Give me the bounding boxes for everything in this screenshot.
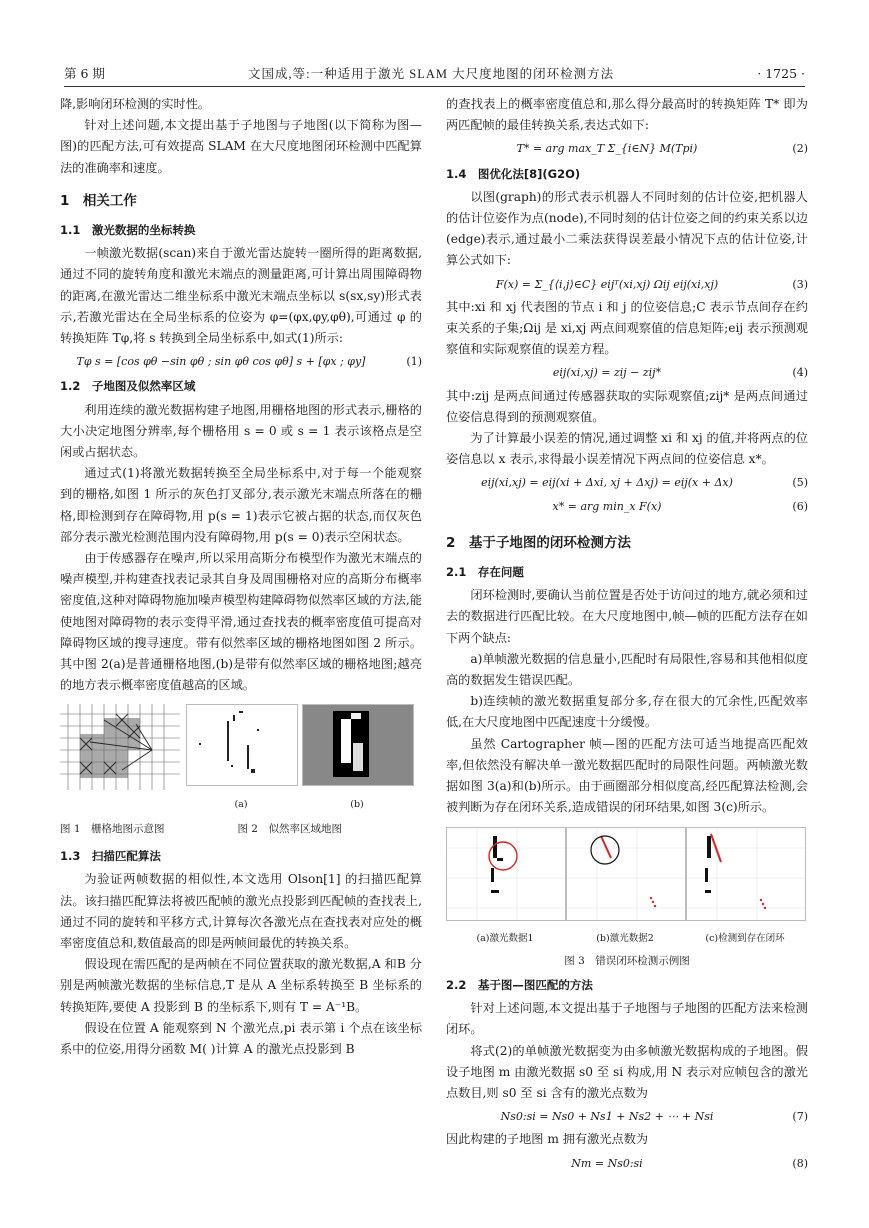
equation-number: (7): [792, 1110, 808, 1124]
equation-4: [446, 362, 808, 383]
figure-2-caption: 图 2 似然率区域地图: [237, 822, 342, 835]
equation-6: [446, 496, 808, 517]
subsection-heading: 1.3 扫描匹配算法: [60, 849, 161, 864]
equation-number: (1): [406, 355, 422, 369]
paragraph: 其中:zij 是两点间通过传感器获取的实际观察值;zij* 是两点间通过位姿信息得到的预测观察值。: [446, 388, 808, 424]
grid-map-figure: [60, 704, 180, 790]
paragraph: 因此构建的子地图 m 拥有激光点数为: [446, 1132, 649, 1147]
subfigure-label: (a)激光数据1: [476, 932, 534, 944]
equation-body: F(x) = Σ_{⟨i,j⟩∈C} eijᵀ(xi,xj) Ωij eij(xi,xj): [495, 277, 719, 291]
figure-3: [446, 827, 808, 949]
grid-map-plain: [186, 704, 298, 786]
subfigure-label: (c)检测到存在闭环: [705, 932, 785, 944]
equation-number: (4): [792, 366, 808, 380]
figure-3-caption: 图 3 错误闭环检测示例图: [564, 954, 690, 967]
laser-scan-1: [446, 827, 566, 921]
paragraph: 一帧激光数据(scan)来自于激光雷达旋转一圈所得的距离数据,通过不同的旋转角度和激光末端点的测量距离,可计算出周围障碍物的距离,在激光雷达二维坐标系中激光末端点坐标以 s(sx,sy)形式表示,若激光雷达在全局坐标系的位姿为 φ=(φx,φy,φθ),可通过 φ 的转换矩阵 Tφ,将 s 转换到全局坐标系中,如式(1)所示:: [60, 246, 422, 346]
subfigure-label: (b)激光数据2: [596, 932, 654, 944]
loop-detected-scan: [686, 827, 806, 921]
section-heading: 2 基于子地图的闭环检测方法: [446, 534, 631, 551]
equation-body: x* = arg min_x F(x): [552, 499, 662, 513]
equation-number: (6): [792, 499, 808, 513]
figure-1-caption: 图 1 栅格地图示意图: [60, 822, 165, 835]
paragraph: 闭环检测时,要确认当前位置是否处于访问过的地方,就必须和过去的数据进行匹配比较。在大尺度地图中,帧—帧的匹配方法存在如下两个缺点:: [446, 588, 808, 645]
equation-body: Ns0:si = Ns0 + Ns1 + Ns2 + ⋯ + Nsi: [500, 1110, 714, 1124]
figure-3a: [446, 827, 564, 949]
header-rule: [64, 86, 805, 87]
subsection-heading: 1.2 子地图及似然率区域: [60, 379, 196, 394]
paragraph: 由于传感器存在噪声,所以采用高斯分布模型作为激光末端点的噪声模型,并构建查找表记录其自身及周围栅格对应的高斯分布概率密度值,这种对障碍物施加噪声模型构建障碍物似然率区域的方法,能使地图对障碍物的表示变得平滑,通过查找表的概率密度值可提高对障碍物区域的搜寻速度。带有似然率区域的栅格地图如图 2 所示。其中图 2(a)是普通栅格地图,(b)是带有似然率区域的栅格地图;越亮的地方表示概率密度值越高的区域。: [60, 551, 422, 693]
paragraph: a)单帧激光数据的信息量小,匹配时有局限性,容易和其他相似度高的数据发生错误匹配。: [446, 651, 808, 688]
subsection-heading: 2.1 存在问题: [446, 565, 524, 580]
paragraph: 针对上述问题,本文提出基于子地图与子地图的匹配方法来检测闭环。: [446, 1001, 808, 1037]
subfigure-label: (b): [350, 798, 364, 810]
equation-number: (5): [792, 476, 808, 490]
paragraph: 降,影响闭环检测的实时性。: [60, 97, 211, 111]
figure-2b: [302, 704, 412, 814]
paragraph: 以图(graph)的形式表示机器人不同时刻的估计位姿,把机器人的估计位姿作为点(node),不同时刻的估计位姿之间的约束关系以边(edge)表示,通过最小二乘法获得误差最小情况下点的估计位姿,计算公式如下:: [446, 189, 808, 268]
section-heading: 1 相关工作: [60, 192, 137, 209]
left-column: [60, 94, 422, 1060]
equation-1: [60, 351, 422, 372]
equation-number: (8): [792, 1156, 808, 1170]
equation-3: [446, 274, 808, 295]
page-number: · 1725 ·: [757, 65, 805, 81]
subsection-heading: 2.2 基于图—图匹配的方法: [446, 977, 593, 992]
running-title: 文国成,等:一种适用于激光 SLAM 大尺度地图的闭环检测方法: [248, 67, 615, 81]
paragraph: b)连续帧的激光数据重复部分多,存在很大的冗余性,匹配效率低,在大尺度地图中匹配速度十分缓慢。: [446, 694, 808, 730]
paragraph: 虽然 Cartographer 帧—图的匹配方法可适当地提高匹配效率,但依然没有解决单一激光数据匹配时的局限性问题。两帧激光数据如图 3(a)和(b)所示。由于画圈部分相似度高,经匹配算法检测,会被判断为存在闭环关系,造成错误的闭环结果,如图 3(c)所示。: [446, 736, 808, 815]
equation-7: [446, 1106, 808, 1127]
equation-body: Nm = Ns0:si: [571, 1156, 643, 1170]
equation-body: Tφ s = [cos φθ −sin φθ ; sin φθ cos φθ] s + [φx ; φy]: [76, 355, 366, 369]
paragraph: 通过式(1)将激光数据转换至全局坐标系中,对于每一个能观察到的栅格,如图 1 所示的灰色打叉部分,表示激光末端点所落在的栅格,即检测到存在障碍物,用 p(s = 1)表示它被占据的状态,而仅灰色部分表示激光检测范围内没有障碍物,用 p(s = 0)表示空闲状态。: [60, 466, 422, 544]
equation-5: [446, 472, 808, 493]
right-column: [446, 94, 808, 1176]
equation-body: eij(xi,xj) = zij − zij*: [552, 366, 662, 380]
issue-number: 第 6 期: [64, 66, 105, 81]
paragraph: 的查找表上的概率密度值总和,那么得分最高时的转换矩阵 T* 即为两匹配帧的最佳转换关系,表达式如下:: [446, 97, 808, 133]
equation-number: (3): [792, 277, 808, 291]
equation-2: [446, 138, 808, 159]
laser-scan-2: [566, 827, 686, 921]
paragraph: 假设现在需匹配的是两帧在不同位置获取的激光数据,A 和B 分别是两帧激光数据的坐标信息,T 是从 A 坐标系转换至 B 坐标系的转换矩阵,要使 A 投影到 B 的坐标系下,则有 T = A⁻¹B。: [60, 957, 422, 1014]
equation-8: [446, 1153, 808, 1174]
equation-body: eij(xi,xj) = eij(xi + Δxi, xj + Δxj) = eij(x + Δx): [481, 476, 733, 490]
paragraph: 利用连续的激光数据构建子地图,用栅格地图的形式表示,栅格的大小决定地图分辨率,每个栅格用 s = 0 或 s = 1 表示该格点是空闲或占据状态。: [60, 402, 422, 460]
likelihood-map: [302, 704, 414, 786]
paragraph: 其中:xi 和 xj 代表图的节点 i 和 j 的位姿信息;C 表示节点间存在约束关系的子集;Ωij 是 xi,xj 两点间观察值的信息矩阵;eij 表示预测观察值和实际观察值的误差方程。: [446, 299, 808, 357]
paragraph: 将式(2)的单帧激光数据变为由多帧激光数据构成的子地图。假设子地图 m 由激光数据 s0 至 si 构成,用 N 表示对应帧包含的激光点数目,则 s0 至 si 含有的激光点数为: [446, 1043, 808, 1100]
figure-captions: [60, 819, 422, 840]
running-header: [64, 62, 805, 84]
figure-row: [60, 704, 422, 814]
figure-2a: [186, 704, 296, 814]
subfigure-label: (a): [234, 798, 248, 810]
subsection-heading: 1.4 图优化法[8](G2O): [446, 166, 581, 181]
figure-3b: [566, 827, 684, 949]
paragraph: 为了计算最小误差的情况,通过调整 xi 和 xj 的值,并将两点的位姿信息以 x 表示,求得最小误差情况下两点间的位姿信息 x*。: [446, 431, 808, 467]
paragraph: 假设在位置 A 能观察到 N 个激光点,pi 表示第 i 个点在该坐标系中的位姿,用得分函数 M( )计算 A 的激光点投影到 B: [60, 1020, 422, 1056]
equation-body: T* = arg max_T Σ_{i∈N} M(Tpi): [516, 142, 698, 156]
figure-3c: [686, 827, 804, 949]
subsection-heading: 1.1 激光数据的坐标转换: [60, 223, 196, 238]
paragraph: 针对上述问题,本文提出基于子地图与子地图(以下简称为图—图)的匹配方法,可有效提高 SLAM 在大尺度地图闭环检测中匹配算法的准确率和速度。: [60, 118, 422, 175]
paragraph: 为验证两帧数据的相似性,本文选用 Olson[1] 的扫描匹配算法。该扫描匹配算法将被匹配帧的激光点投影到匹配帧的查找表上,通过不同的旋转和平移方式,计算每次各激光点在查找表对应处的概率密度值总和,数值最高的即是两帧间最优的转换关系。: [60, 872, 422, 950]
equation-number: (2): [792, 142, 808, 156]
